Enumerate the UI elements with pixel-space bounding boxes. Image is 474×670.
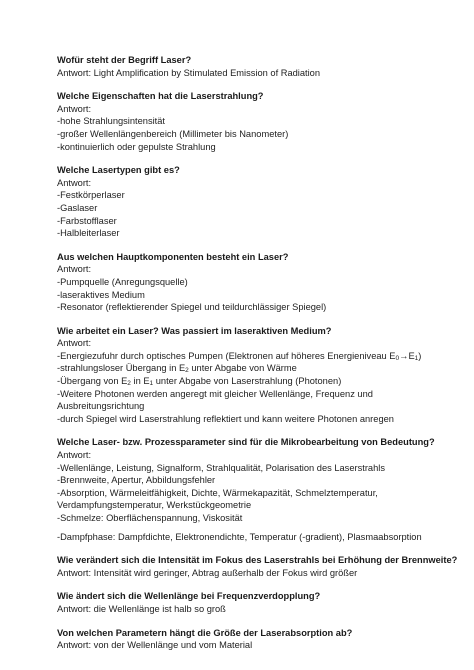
list-item: -strahlungsloser Übergang in $E_2$ unter Abgabe von Wärme	[57, 363, 297, 375]
list-item: -hohe Strahlungsintensität	[57, 116, 166, 127]
list-item: -Weitere Photonen werden angeregt mit gleicher Wellenlänge, Frequenz und Ausbreitungsrichtung	[57, 388, 373, 412]
list-item: -Absorption, Wärmeleitfähigkeit, Dichte, Wärmekapazität, Schmelztemperatur, Verdampfungstemperatur, Werkstückgeometrie	[57, 487, 378, 511]
list-item: -Farbstofflaser	[57, 215, 117, 226]
question-heading: Wie arbeitet ein Laser? Was passiert im laseraktiven Medium?	[57, 325, 332, 336]
question-heading: Wofür steht der Begriff Laser?	[57, 55, 192, 65]
list-item: -Brennweite, Apertur, Abbildungsfehler	[57, 475, 216, 486]
answer-label: Antwort:	[57, 103, 92, 114]
question-heading: Wie ändert sich die Wellenlänge bei Frequenzverdopplung?	[57, 591, 321, 602]
list-item: -Übergang von $E_2$ in $E_1$ unter Abgabe von Laserstrahlung (Photonen)	[57, 376, 342, 388]
list-item: -Festkörperlaser	[57, 190, 125, 201]
answer-label: Antwort:	[57, 450, 92, 461]
list-item: -Resonator (reflektierender Spiegel und teildurchlässiger Spiegel)	[57, 302, 327, 313]
list-item: -laseraktives Medium	[57, 289, 145, 300]
list-item: -Gaslaser	[57, 202, 98, 213]
list-item: -Energiezufuhr durch optisches Pumpen (Elektronen auf höheres Energieniveau $E_0\to E_1$)	[57, 350, 422, 362]
question-heading: Wie verändert sich die Intensität im Fokus des Laserstrahls bei Erhöhung der Brennweite?	[57, 555, 458, 566]
question-heading: Welche Eigenschaften hat die Laserstrahlung?	[57, 91, 264, 102]
list-item: -durch Spiegel wird Laserstrahlung reflektiert und kann weitere Photonen anregen	[57, 413, 394, 424]
question-heading: Welche Laser- bzw. Prozessparameter sind für die Mikrobearbeitung von Bedeutung?	[57, 437, 435, 448]
question-heading: Welche Lasertypen gibt es?	[57, 165, 180, 176]
list-item: -kontinuierlich oder gepulste Strahlung	[57, 141, 216, 152]
answer-label: Antwort:	[57, 338, 92, 349]
answer-label: Antwort:	[57, 264, 92, 275]
question-heading: Von welchen Parametern hängt die Größe der Laserabsorption ab?	[57, 627, 353, 638]
question-heading: Aus welchen Hauptkomponenten besteht ein Laser?	[57, 251, 289, 262]
answer-label: Antwort:	[57, 177, 92, 188]
answer-text: Antwort: von der Wellenlänge und vom Material	[57, 640, 253, 651]
list-item: -Pumpquelle (Anregungsquelle)	[57, 276, 188, 287]
list-item: -Dampfphase: Dampfdichte, Elektronendichte, Temperatur (-gradient), Plasmaabsorption	[57, 531, 422, 542]
list-item: -Wellenlänge, Leistung, Signalform, Strahlqualität, Polarisation des Laserstrahls	[57, 462, 385, 473]
list-item: -Schmelze: Oberflächenspannung, Viskosität	[57, 513, 243, 523]
list-item: -Halbleiterlaser	[57, 228, 120, 239]
answer-text: Antwort: Intensität wird geringer, Abtrag außerhalb der Fokus wird größer	[57, 567, 358, 578]
answer-text: Antwort: die Wellenlänge ist halb so groß	[57, 603, 226, 614]
answer-text: Antwort: Light Amplification by Stimulated Emission of Radiation	[57, 67, 321, 78]
list-item: -großer Wellenlängenbereich (Millimeter bis Nanometer)	[57, 128, 289, 139]
document-content	[57, 54, 457, 652]
